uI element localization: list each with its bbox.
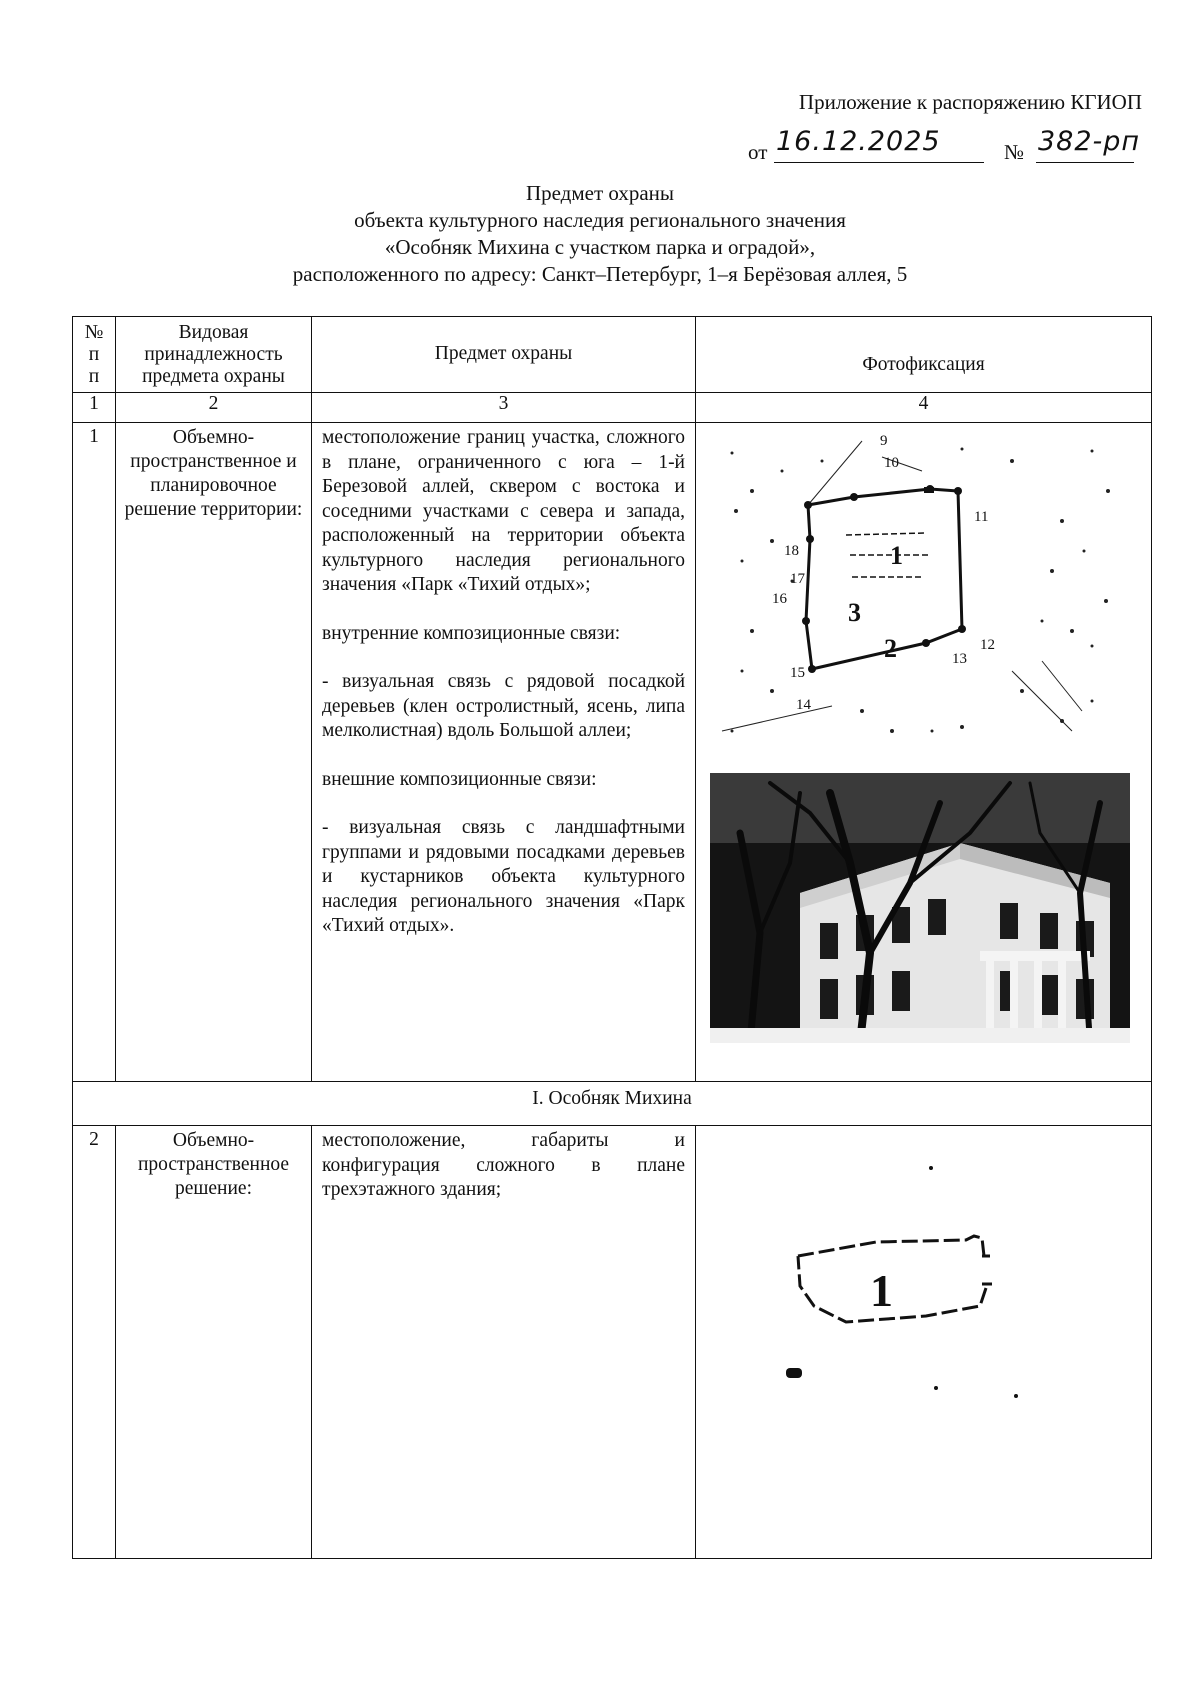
building-photo (710, 773, 1130, 1043)
plan-label-point-9: 9 (880, 433, 888, 449)
row-photos (696, 423, 1152, 1082)
date-underline (774, 162, 984, 163)
row-subject (312, 1126, 696, 1559)
plan-label-zone-2: 2 (884, 634, 897, 663)
col-number-2: 2 (116, 393, 312, 423)
col-number-1: 1 (73, 393, 116, 423)
document-title (0, 180, 1200, 288)
row-type: Объемно-пространственное и планировочное решение территории: (116, 423, 312, 1082)
building-footprint-plan (786, 1156, 1086, 1416)
row-photos (696, 1126, 1152, 1559)
section-row (73, 1082, 1152, 1126)
section-title: I. Особняк Михина (73, 1082, 1152, 1126)
number-label: № (1004, 140, 1025, 164)
header-type: Видовая принадлежность предмета охраны (116, 317, 312, 393)
plan-label-point-16: 16 (772, 591, 787, 607)
plan-label-building: 1 (890, 541, 903, 570)
row-subject (312, 423, 696, 1082)
table-row (73, 1126, 1152, 1559)
header-num: № п п (73, 317, 116, 393)
plan-label-point-12: 12 (980, 637, 995, 653)
order-number: 382-рп (1038, 126, 1141, 157)
subject-paragraph: внутренние композиционные связи: (322, 622, 621, 644)
from-label: от (748, 140, 768, 164)
order-reference (748, 126, 1148, 166)
subject-paragraph: местоположение границ участка, сложного в плане, ограниченного с юга – 1-й Березовой аллей, сквером с востока и соседними участками с севера и запада, расположенный на территории объекта культурного наследия регионального значения «Парк «Тихий отдых»; (322, 427, 685, 595)
column-number-row (73, 393, 1152, 423)
header-photo: Фотофиксация (696, 317, 1152, 393)
table-row (73, 423, 1152, 1082)
header-row (73, 317, 1152, 393)
plan-label-zone-3: 3 (848, 598, 861, 627)
row-number: 1 (73, 423, 116, 1082)
plan-label-point-18: 18 (784, 543, 799, 559)
header-subject: Предмет охраны (312, 317, 696, 393)
plan-label-point-15: 15 (790, 665, 805, 681)
col-number-3: 3 (312, 393, 696, 423)
title-line-1: Предмет охраны (525, 181, 675, 205)
row-number: 2 (73, 1126, 116, 1559)
title-line-2: объекта культурного наследия регионального значения (354, 208, 846, 232)
subject-paragraph: - визуальная связь с ландшафтными группами и рядовыми посадками деревьев и кустарников объекта культурного наследия регионального значения «Парк «Тихий отдых». (322, 817, 685, 936)
plan-label-point-17: 17 (790, 571, 805, 587)
col-number-4: 4 (696, 393, 1152, 423)
title-line-4: расположенного по адресу: Санкт–Петербург, 1–я Берёзовая аллея, 5 (292, 262, 908, 286)
annex-caption: Приложение к распоряжению КГИОП (798, 90, 1142, 114)
title-line-3: «Особняк Михина с участком парка и оградой», (384, 235, 816, 259)
number-underline (1036, 162, 1134, 163)
footprint-label: 1 (870, 1265, 893, 1316)
subject-paragraph: местоположение, габариты и конфигурация сложного в плане трехэтажного здания; (322, 1130, 685, 1200)
plan-label-point-10: 10 (884, 455, 899, 471)
site-plan-map (712, 431, 1132, 761)
subject-paragraph: - визуальная связь с рядовой посадкой деревьев (клен остролистный, ясень, липа мелколистная) вдоль Большой аллеи; (322, 671, 685, 741)
plan-label-point-14: 14 (796, 697, 811, 713)
plan-label-point-11: 11 (974, 509, 989, 525)
protection-table (72, 316, 1152, 1559)
plan-label-point-13: 13 (952, 651, 967, 667)
order-date: 16.12.2025 (776, 126, 941, 157)
subject-paragraph: внешние композиционные связи: (322, 768, 597, 790)
row-type: Объемно-пространственное решение: (116, 1126, 312, 1559)
